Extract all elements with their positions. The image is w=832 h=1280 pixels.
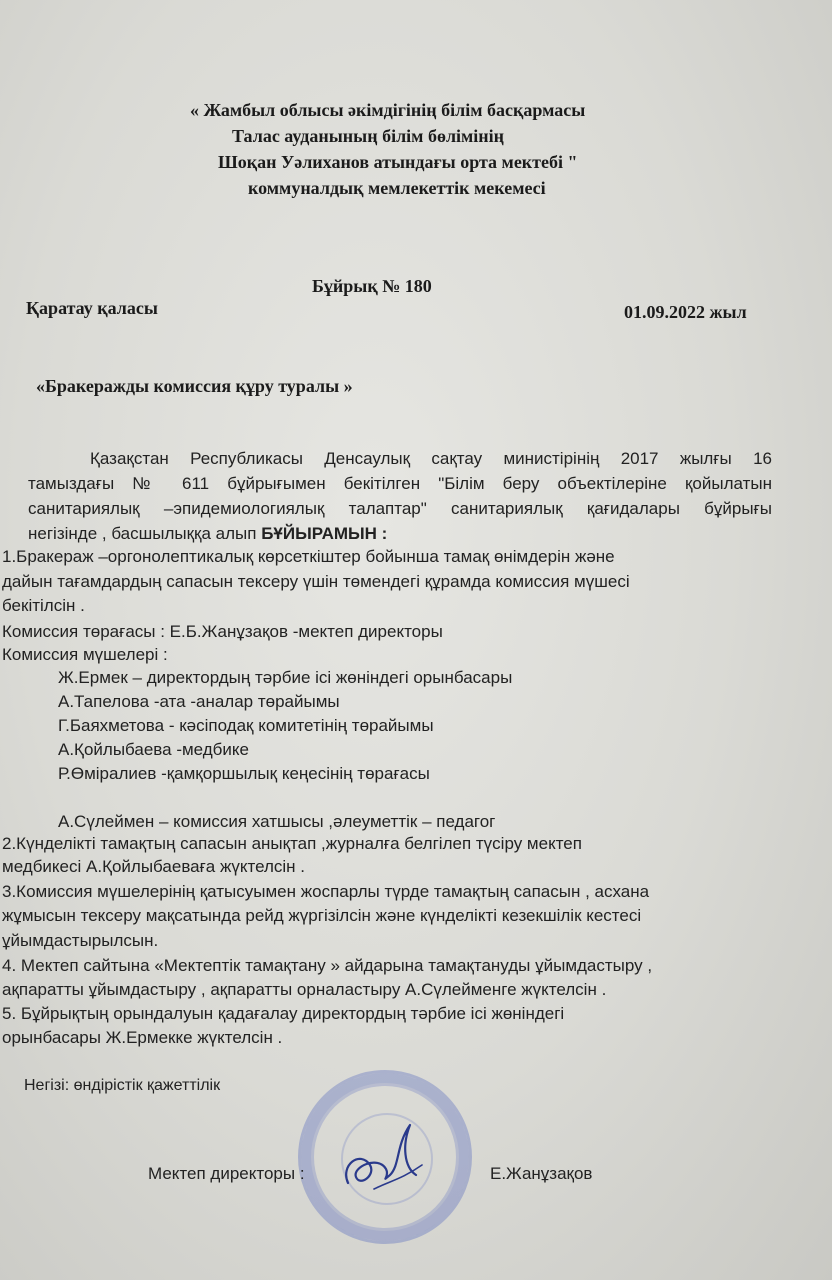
order-subject: «Бракеражды комиссия құру туралы »: [36, 376, 353, 396]
intro-emphasis: БҰЙЫРАМЫН :: [261, 524, 388, 543]
item5-line-1: 5. Бұйрықтың орындалуын қадағалау директордың тәрбие ісі жөніндегі: [2, 1004, 565, 1023]
item2-line-2: медбикесі А.Қойлыбаеваға жүктелсін .: [2, 857, 306, 876]
commission-secretary: А.Сүлеймен – комиссия хатшысы ,әлеуметтік – педагог: [58, 812, 496, 831]
signoff-position: Мектеп директоры :: [148, 1164, 305, 1183]
director-signature: [330, 1105, 440, 1205]
signoff-name: Е.Жанұзақов: [490, 1164, 593, 1183]
item1-line-1: 1.Бракераж –оргонолептикалық көрсеткіштер бойынша тамақ өнімдерін және: [2, 547, 615, 566]
item2-line-1: 2.Күнделікті тамақтың сапасын анықтап ,журналға белгілеп түсіру мектеп: [2, 834, 582, 853]
intro-line-4: [28, 524, 387, 544]
header-line-3: Шоқан Уәлиханов атындағы орта мектебі ": [218, 152, 578, 172]
item5-line-2: орынбасары Ж.Ермекке жүктелсін .: [2, 1028, 283, 1047]
item3-line-2: жұмысын тексеру мақсатында рейд жүргізілсін және күнделікті кезекшілік кестесі: [2, 906, 642, 925]
item1-line-3: бекітілсін .: [2, 596, 85, 615]
item4-line-2: ақпаратты ұйымдастыру , ақпаратты орналастыру А.Сүлейменге жүктелсін .: [2, 980, 607, 999]
commission-chair: Комиссия төрағасы : Е.Б.Жанұзақов -мектеп директоры: [2, 622, 443, 641]
header-line-1: « Жамбыл облысы әкімдігінің білім басқармасы: [190, 100, 586, 120]
intro-line-3: санитариялық –эпидемиологиялық талаптар" санитариялық қағидалары бұйрығы: [28, 499, 772, 518]
item3-line-3: ұйымдастырылсын.: [2, 931, 159, 950]
item4-line-1: 4. Мектеп сайтына «Мектептік тамақтану » айдарына тамақтануды ұйымдастыру ,: [2, 956, 653, 975]
order-title: Бұйрық № 180: [312, 276, 432, 296]
order-city: Қаратау қаласы: [26, 298, 158, 318]
member-1: Ж.Ермек – директордың тәрбие ісі жөніндегі орынбасары: [58, 668, 513, 687]
member-2: А.Тапелова -ата -аналар төрайымы: [58, 692, 340, 711]
member-3: Г.Баяхметова - кәсіподақ комитетінің төрайымы: [58, 716, 434, 735]
header-line-4: коммуналдық мемлекеттік мекемесі: [248, 178, 546, 198]
item3-line-1: 3.Комиссия мүшелерінің қатысуымен жоспарлы түрде тамақтың сапасын , асхана: [2, 882, 650, 901]
intro-line-1: Қазақстан Республикасы Денсаулық сақтау министірінің 2017 жылғы 16: [90, 449, 772, 468]
basis-note: Негізі: өндірістік қажеттілік: [24, 1077, 221, 1094]
member-5: Р.Өміралиев -қамқоршылық кеңесінің төрағасы: [58, 764, 430, 783]
intro-last-text: негізінде , басшылыққа алып: [28, 524, 262, 543]
order-date: 01.09.2022 жыл: [624, 302, 747, 322]
header-line-2: Талас ауданының білім бөлімінің: [232, 126, 505, 146]
intro-line-2: тамыздағы № 611 бұйрығымен бекітілген "Білім беру объектілеріне қойылатын: [28, 474, 772, 493]
commission-members-label: Комиссия мүшелері :: [2, 645, 168, 664]
item1-line-2: дайын тағамдардың сапасын тексеру үшін төмендегі құрамда комиссия мүшесі: [2, 572, 630, 591]
member-4: А.Қойлыбаева -медбике: [58, 740, 249, 759]
